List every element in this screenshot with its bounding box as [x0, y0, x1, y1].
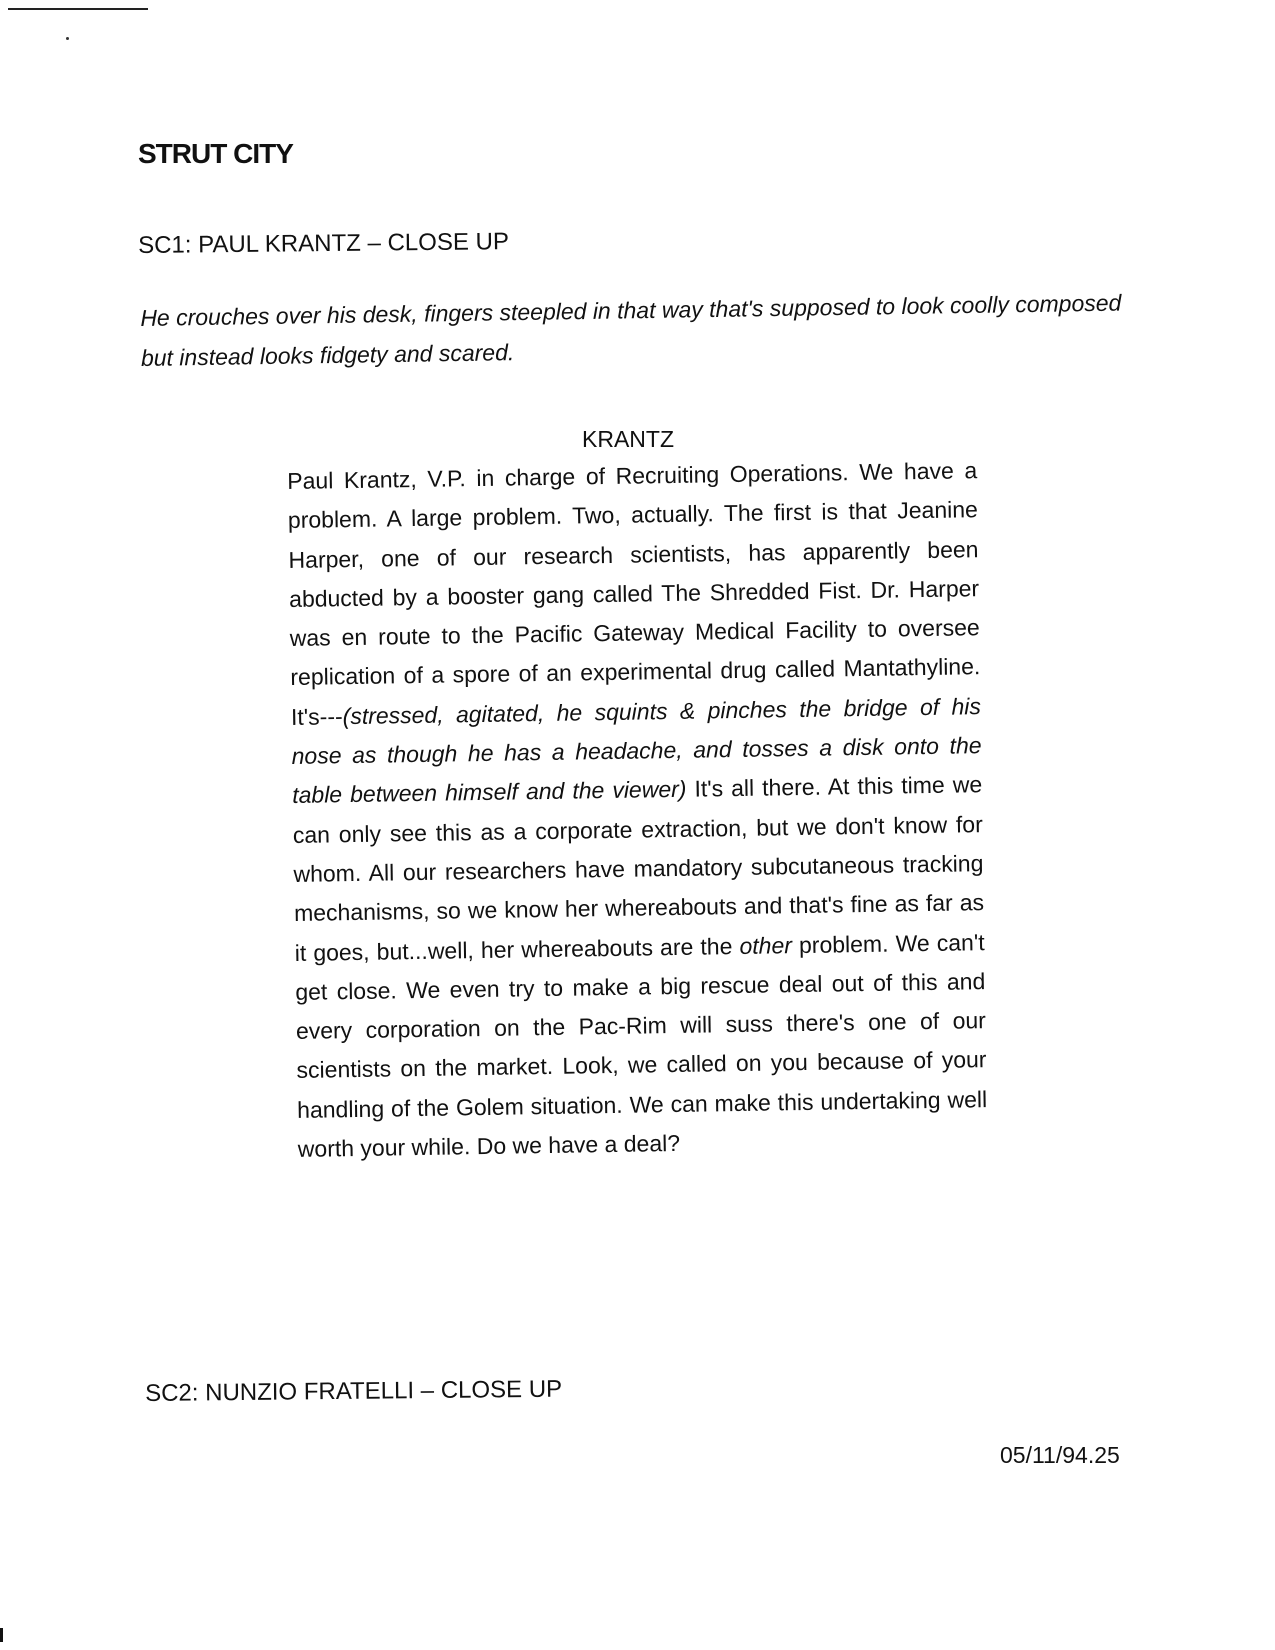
- scene-1-heading: SC1: PAUL KRANTZ – CLOSE UP: [138, 228, 510, 259]
- edge-mark: [0, 1628, 3, 1642]
- scene-1-action: He crouches over his desk, fingers steepled in that way that's supposed to look coolly composed but instead looks fidgety and scared.: [140, 289, 1122, 371]
- document-title: STRUT CITY: [138, 138, 293, 169]
- scene-2-heading: SC2: NUNZIO FRATELLI – CLOSE UP: [145, 1375, 563, 1407]
- character-name: KRANTZ: [582, 426, 674, 452]
- dialogue-part-2: It's all there. At this time we can only see this as a corporate extraction, but we don't know for whom. All our researchers have mandatory subcutaneous tracking mechanisms, so we know her whereabouts and that's fine as far as it goes, but...well, her whereabouts are the: [292, 771, 985, 966]
- dialogue-parenthetical: (stressed, agitated, he squints & pinches the bridge of his nose as though he has a headache, and tosses a disk onto the table between himself and the viewer): [291, 692, 982, 809]
- krantz-dialogue: [287, 451, 988, 1169]
- scan-speck: [66, 37, 69, 40]
- date-code: 05/11/94.25: [1000, 1442, 1120, 1468]
- top-rule-mark: [8, 8, 148, 10]
- dialogue-part-3: problem. We can't get close. We even try to make a big rescue deal out of this and every corporation on the Pac-Rim will suss there's one of our scientists on the market. Look, we called on you because of your handling of the Golem situation. We can make this undertaking well worth your while. Do we have a deal?: [295, 928, 988, 1162]
- dialogue-part-1: Paul Krantz, V.P. in charge of Recruiting Operations. We have a problem. A large problem. Two, actually. The first is that Jeanine Harper, one of our research scientists, has apparently been abducted by a booster gang called The Shredded Fist. Dr. Harper was en route to the Pacific Gateway Medical Facility to oversee replication of a spore of an experimental drug called Mantathyline. It's---: [287, 457, 981, 730]
- dialogue-emphasis: other: [739, 931, 793, 959]
